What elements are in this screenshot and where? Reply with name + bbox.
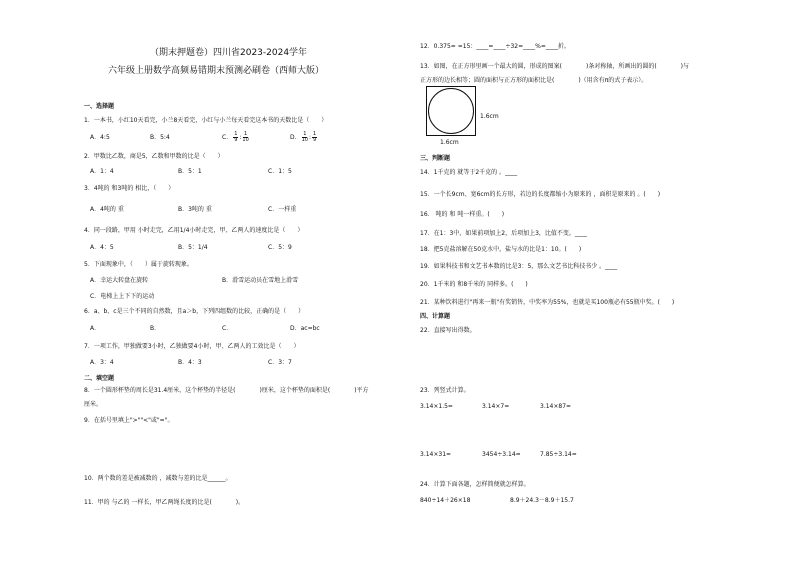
q5-option-a: A．幸运大转盘在旋转 bbox=[90, 277, 149, 284]
question-10: 10．两个数的差是被减数的 ，减数与差的比是______。 bbox=[84, 475, 232, 482]
q4-option-a: A．4：5 bbox=[90, 244, 114, 251]
question-4: 4．同一段路，甲用 小时走完，乙用1/4小时走完，甲、乙两人的速度比是（ ） bbox=[84, 227, 304, 234]
q2-option-c: C．1：5 bbox=[268, 168, 292, 175]
question-15: 15．一个长9cm、宽6cm的长方形，若边的长度都缩小为原来的 ，面积是原来的 。( ) bbox=[420, 191, 661, 198]
q3-option-b: B．3吨的 重 bbox=[178, 206, 212, 213]
calc-3a: 840÷14＋26×18 bbox=[420, 497, 471, 504]
q2-option-a: A．1：4 bbox=[90, 168, 114, 175]
section-calc: 四、计算题 bbox=[420, 313, 451, 320]
question-9: 9．在括号里填上">""<"或"="。 bbox=[84, 417, 174, 424]
question-24: 24．计算下面各题，怎样简便就怎样算。 bbox=[420, 481, 530, 488]
figure-side-label: 1.6cm bbox=[480, 113, 499, 120]
question-6: 6．a、b、c是三个不同的自然数，且a＞b，下列四组数的比较，正确的是（ ） bbox=[84, 308, 305, 315]
question-7: 7．一项工作，甲独做要3小时，乙独做要4小时，甲、乙两人的工效比是（ ） bbox=[84, 343, 300, 350]
q2-option-b: B．5：1 bbox=[178, 168, 202, 175]
q6-option-d: D．ac=bc bbox=[290, 325, 320, 332]
question-12: 12．0.375= =15：____=____÷32=____%=____折。 bbox=[420, 43, 570, 50]
question-1: 1．一本书，小红10天看完，小兰8天看完，小红与小兰每天看完这本书的天数比是（ ） bbox=[84, 117, 328, 124]
figure-bottom-label: 1.6cm bbox=[440, 139, 459, 146]
q1-option-b: B．5:4 bbox=[150, 134, 170, 141]
calc-1a: 3.14×1.5= bbox=[420, 403, 453, 410]
q3-option-a: A．4吨的 重 bbox=[90, 206, 124, 213]
doc-title-line2: 六年级上册数学高频易错期末预测必刷卷（西师大版） bbox=[108, 66, 325, 76]
question-5: 5．下面现象中，（ ）属于旋转现象。 bbox=[84, 261, 193, 268]
section-choice: 一、选择题 bbox=[84, 103, 115, 110]
question-17: 17．在1：3中，如果前项加上2，后项加上3，比值不变。____ bbox=[420, 230, 587, 237]
question-20: 20．1千米的 和8千米的 同样多。( ) bbox=[420, 281, 528, 288]
q4-option-c: C．5：9 bbox=[268, 244, 292, 251]
question-18: 18．把5克盐溶解在50克水中，盐与水的比是1：10。( ) bbox=[420, 246, 582, 253]
q5-option-c: C．电梯上上下下的运动 bbox=[90, 293, 155, 300]
section-judge: 三、判断题 bbox=[420, 155, 451, 162]
q1-option-d: D． $\frac{1}{10}$ : $\frac{1}{9}$ bbox=[290, 131, 317, 143]
q7-option-c: C．3：7 bbox=[268, 359, 292, 366]
question-8-cont: 厘米。 bbox=[84, 401, 103, 408]
question-13: 13．如图，在正方形里画一个最大的圆，形成的图案( )条对称轴，所画出的圆的( )与 bbox=[420, 63, 689, 70]
calc-1c: 3.14×87= bbox=[540, 403, 572, 410]
q5-option-b: B．滑雪运动员在雪地上滑雪 bbox=[222, 277, 299, 284]
question-3: 3．4吨的 和3吨的 相比，（ ） bbox=[84, 185, 175, 192]
calc-2b: 3454÷3.14= bbox=[482, 451, 521, 458]
question-23: 23．列竖式计算。 bbox=[420, 387, 470, 394]
question-22: 22．直接写出得数。 bbox=[420, 327, 476, 334]
q6-option-c: C． bbox=[222, 325, 233, 332]
question-11: 11．甲的 与乙的 一样长，甲乙两绳长度的比是( )。 bbox=[84, 499, 245, 506]
q7-option-b: B．4：3 bbox=[178, 359, 202, 366]
square-with-circle-figure bbox=[426, 86, 476, 136]
doc-title-line1: （期末押题卷）四川省2023-2024学年 bbox=[150, 48, 308, 58]
q4-option-b: B．5：1/4 bbox=[178, 244, 208, 251]
question-8: 8．一个圆形杯垫的周长是31.4厘米，这个杯垫的半径是( )厘米，这个杯垫的面积是( )平方 bbox=[84, 387, 369, 394]
q6-option-a: A． bbox=[90, 325, 101, 332]
section-fill: 二、填空题 bbox=[84, 375, 115, 382]
q1-option-a: A．4:5 bbox=[90, 134, 110, 141]
question-2: 2．甲数比乙数，商是5，乙数和甲数的比是（ ） bbox=[84, 153, 224, 160]
question-21: 21．某种饮料进行"再来一瓶"有奖销售，中奖率为55%，也就是买100瓶必有55瓶中奖。( ) bbox=[420, 299, 675, 306]
question-19: 19．如果科技书和文艺书本数的比是3：5，那么文艺书比科技书少 。____ bbox=[420, 263, 618, 270]
calc-2a: 3.14×31= bbox=[420, 451, 452, 458]
calc-3b: 8.9＋24.3－8.9＋15.7 bbox=[510, 497, 574, 504]
question-14: 14．1千克的 就等于2千克的 。____ bbox=[420, 169, 518, 176]
calc-2c: 7.85÷3.14= bbox=[540, 451, 577, 458]
q7-option-a: A．3：4 bbox=[90, 359, 114, 366]
calc-1b: 3.14×7= bbox=[482, 403, 510, 410]
question-13-cont: 正方形的边长相等；圆的面积与正方形的面积比是( )（用含有π的式子表示）。 bbox=[420, 77, 648, 84]
question-16: 16． 吨的 和 吨一样重。( ) bbox=[420, 211, 505, 218]
q6-option-b: B． bbox=[150, 325, 161, 332]
inscribed-circle bbox=[428, 88, 474, 134]
q1-option-c: C． $\frac{1}{9}$ : $\frac{1}{10}$ bbox=[222, 131, 249, 143]
q3-option-c: C．一样重 bbox=[268, 206, 297, 213]
